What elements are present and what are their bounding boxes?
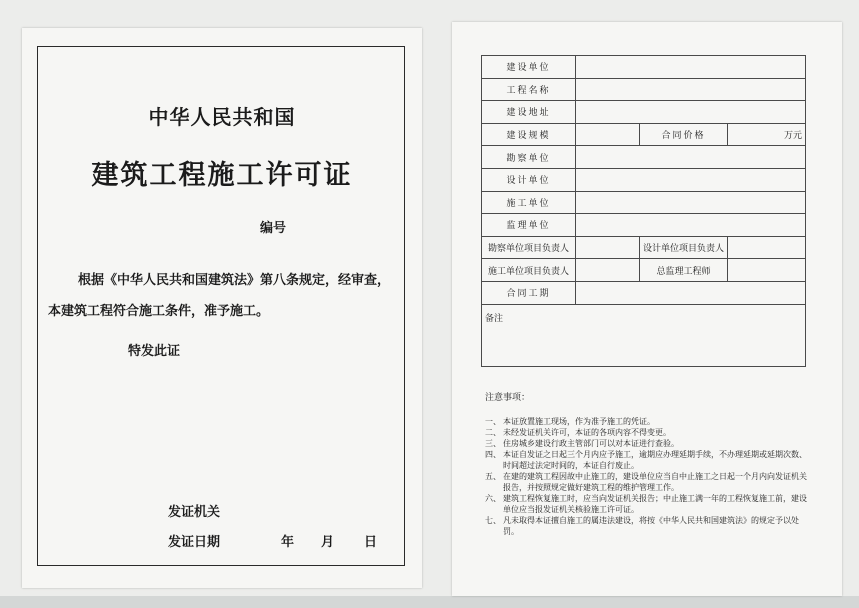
project-info-table — [481, 55, 806, 367]
certificate-frame — [37, 46, 405, 566]
construction-contractor-label: 施工单位 — [482, 191, 576, 214]
survey-project-leader-label: 勘察单位项目负责人 — [482, 236, 576, 259]
design-unit-value — [576, 168, 806, 191]
contract-price-unit: 万元 — [728, 123, 806, 146]
chief-supervisor-label: 总监理工程师 — [640, 259, 728, 282]
certificate-cover-page — [22, 28, 422, 588]
note-text: 本证放置施工现场，作为准予施工的凭证。 — [503, 417, 655, 426]
design-project-leader-label: 设计单位项目负责人 — [640, 236, 728, 259]
table-row — [482, 214, 806, 237]
note-number: 五、 — [485, 472, 501, 481]
date-day-label: 日 — [364, 535, 378, 550]
note-number: 四、 — [485, 450, 501, 459]
supervision-unit-label: 监理单位 — [482, 214, 576, 237]
background-strip — [0, 596, 859, 608]
design-project-leader-value — [728, 236, 806, 259]
table-row — [482, 168, 806, 191]
construction-project-leader-label: 施工单位项目负责人 — [482, 259, 576, 282]
construction-scale-label: 建设规模 — [482, 123, 576, 146]
issuing-authority-label: 发证机关 — [168, 505, 221, 520]
note-text: 凡未取得本证擅自施工的属违法建设，将按《中华人民共和国建筑法》的规定予以处罚。 — [503, 516, 799, 536]
table-row — [482, 259, 806, 282]
note-text: 住房城乡建设行政主管部门可以对本证进行查验。 — [503, 439, 679, 448]
list-item — [485, 515, 811, 537]
serial-number-label: 编号 — [260, 221, 287, 236]
project-name-value — [576, 78, 806, 101]
design-unit-label: 设计单位 — [482, 168, 576, 191]
approval-statement-line-1: 根据《中华人民共和国建筑法》第八条规定，经审查， — [78, 273, 391, 288]
list-item — [485, 438, 811, 449]
note-number: 六、 — [485, 494, 501, 503]
chief-supervisor-value — [728, 259, 806, 282]
certificate-title: 建筑工程施工许可证 — [91, 160, 353, 191]
country-name: 中华人民共和国 — [148, 105, 296, 129]
contract-period-label: 合同工期 — [482, 281, 576, 304]
issue-date-label: 发证日期 — [168, 535, 221, 550]
construction-unit-value — [576, 56, 806, 79]
list-item — [485, 449, 811, 471]
note-number: 一、 — [485, 417, 501, 426]
construction-scale-value — [576, 123, 640, 146]
note-text: 建筑工程恢复施工时，应当向发证机关报告；中止施工满一年的工程恢复施工前，建设单位应当报发证机关核验施工许可证。 — [503, 494, 807, 514]
survey-unit-value — [576, 146, 806, 169]
table-row — [482, 281, 806, 304]
note-number: 二、 — [485, 428, 501, 437]
table-row — [482, 123, 806, 146]
certificate-details-page — [452, 22, 842, 596]
date-year-label: 年 — [281, 535, 295, 550]
note-text: 本证自发证之日起三个月内应予施工，逾期应办理延期手续，不办理延期或延期次数、时间超过法定时间的，本证自行废止。 — [503, 450, 807, 470]
notes-title: 注意事项： — [485, 393, 531, 403]
construction-unit-label: 建设单位 — [482, 56, 576, 79]
list-item — [485, 416, 811, 427]
construction-contractor-value — [576, 191, 806, 214]
table-row — [482, 56, 806, 79]
survey-unit-label: 勘察单位 — [482, 146, 576, 169]
supervision-unit-value — [576, 214, 806, 237]
construction-address-value — [576, 101, 806, 124]
notes-list — [485, 416, 811, 537]
note-text: 在建的建筑工程因故中止施工的，建设单位应当自中止施工之日起一个月内向发证机关报告，并按照规定做好建筑工程的维护管理工作。 — [503, 472, 807, 492]
construction-project-leader-value — [576, 259, 640, 282]
special-issue-text: 特发此证 — [128, 344, 181, 359]
table-row — [482, 191, 806, 214]
list-item — [485, 427, 811, 438]
list-item — [485, 493, 811, 515]
table-row — [482, 146, 806, 169]
remarks-label: 备注 — [482, 304, 806, 366]
note-number: 三、 — [485, 439, 501, 448]
note-text: 未经发证机关许可，本证的各项内容不得变更。 — [503, 428, 671, 437]
contract-period-value — [576, 281, 806, 304]
list-item — [485, 471, 811, 493]
table-row — [482, 101, 806, 124]
construction-address-label: 建设地址 — [482, 101, 576, 124]
project-name-label: 工程名称 — [482, 78, 576, 101]
table-row — [482, 304, 806, 366]
survey-project-leader-value — [576, 236, 640, 259]
note-number: 七、 — [485, 516, 501, 525]
date-month-label: 月 — [321, 535, 335, 550]
contract-price-label: 合同价格 — [640, 123, 728, 146]
table-row — [482, 78, 806, 101]
approval-statement-line-2: 本建筑工程符合施工条件，准予施工。 — [48, 304, 270, 319]
table-row — [482, 236, 806, 259]
